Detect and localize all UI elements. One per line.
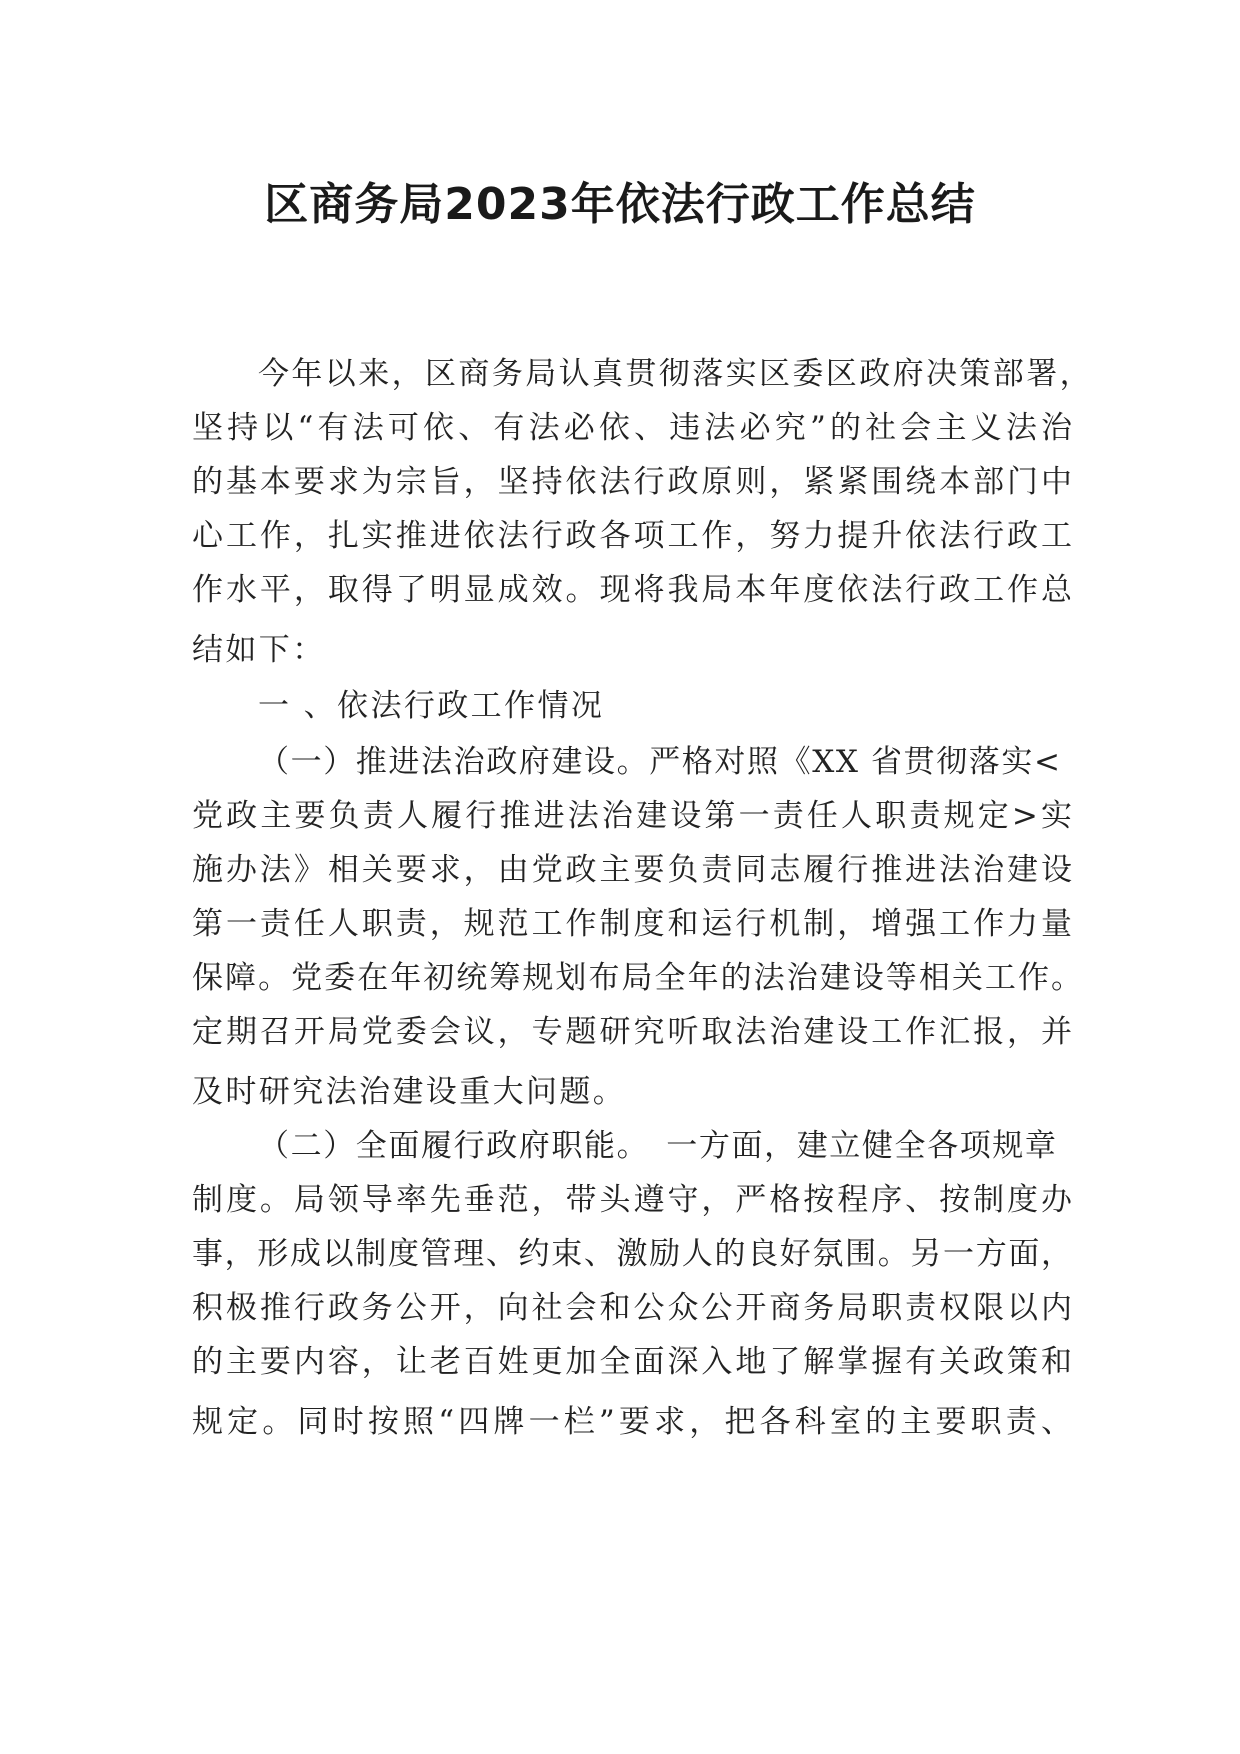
- paragraph-line: 定期召开局党委会议，专题研究听取法治建设工作汇报，并: [192, 1014, 1072, 1050]
- paragraph-line: 结如下：: [192, 632, 326, 668]
- paragraph-line: 作水平，取得了明显成效。现将我局本年度依法行政工作总: [192, 572, 1072, 608]
- paragraph-line: 党政主要负责人履行推进法治建设第一责任人职责规定>实: [192, 798, 1072, 834]
- paragraph-line: 的主要内容，让老百姓更加全面深入地了解掌握有关政策和: [192, 1344, 1072, 1380]
- paragraph-line: 坚持以“有法可依、有法必依、违法必究”的社会主义法治: [192, 410, 1072, 446]
- paragraph-line: 心工作，扎实推进依法行政各项工作，努力提升依法行政工: [192, 518, 1072, 554]
- paragraph-line: 积极推行政务公开，向社会和公众公开商务局职责权限以内: [192, 1290, 1072, 1326]
- document-title: 区商务局2023年依法行政工作总结: [264, 179, 976, 230]
- paragraph-line: （一）推进法治政府建设。严格对照《XX 省贯彻落实<: [258, 744, 1062, 780]
- paragraph-line: 今年以来，区商务局认真贯彻落实区委区政府决策部署，: [258, 356, 1093, 392]
- paragraph-line: 的基本要求为宗旨，坚持依法行政原则，紧紧围绕本部门中: [192, 464, 1072, 500]
- paragraph-line: （二）全面履行政府职能。 一方面，建立健全各项规章: [258, 1128, 1058, 1164]
- paragraph-line: 制度。局领导率先垂范，带头遵守，严格按程序、按制度办: [192, 1182, 1072, 1218]
- paragraph-line: 施办法》相关要求，由党政主要负责同志履行推进法治建设: [192, 852, 1072, 888]
- paragraph-line: 及时研究法治建设重大问题。: [192, 1074, 627, 1110]
- paragraph-line: 第一责任人职责，规范工作制度和运行机制，增强工作力量: [192, 906, 1072, 942]
- section-heading: 一 、依法行政工作情况: [258, 688, 605, 724]
- paragraph-line: 规定。同时按照“四牌一栏”要求，把各科室的主要职责、: [192, 1404, 1072, 1440]
- paragraph-line: 事，形成以制度管理、约束、激励人的良好氛围。另一方面，: [192, 1236, 1072, 1272]
- paragraph-line: 保障。党委在年初统筹规划布局全年的法治建设等相关工作。: [192, 960, 1082, 996]
